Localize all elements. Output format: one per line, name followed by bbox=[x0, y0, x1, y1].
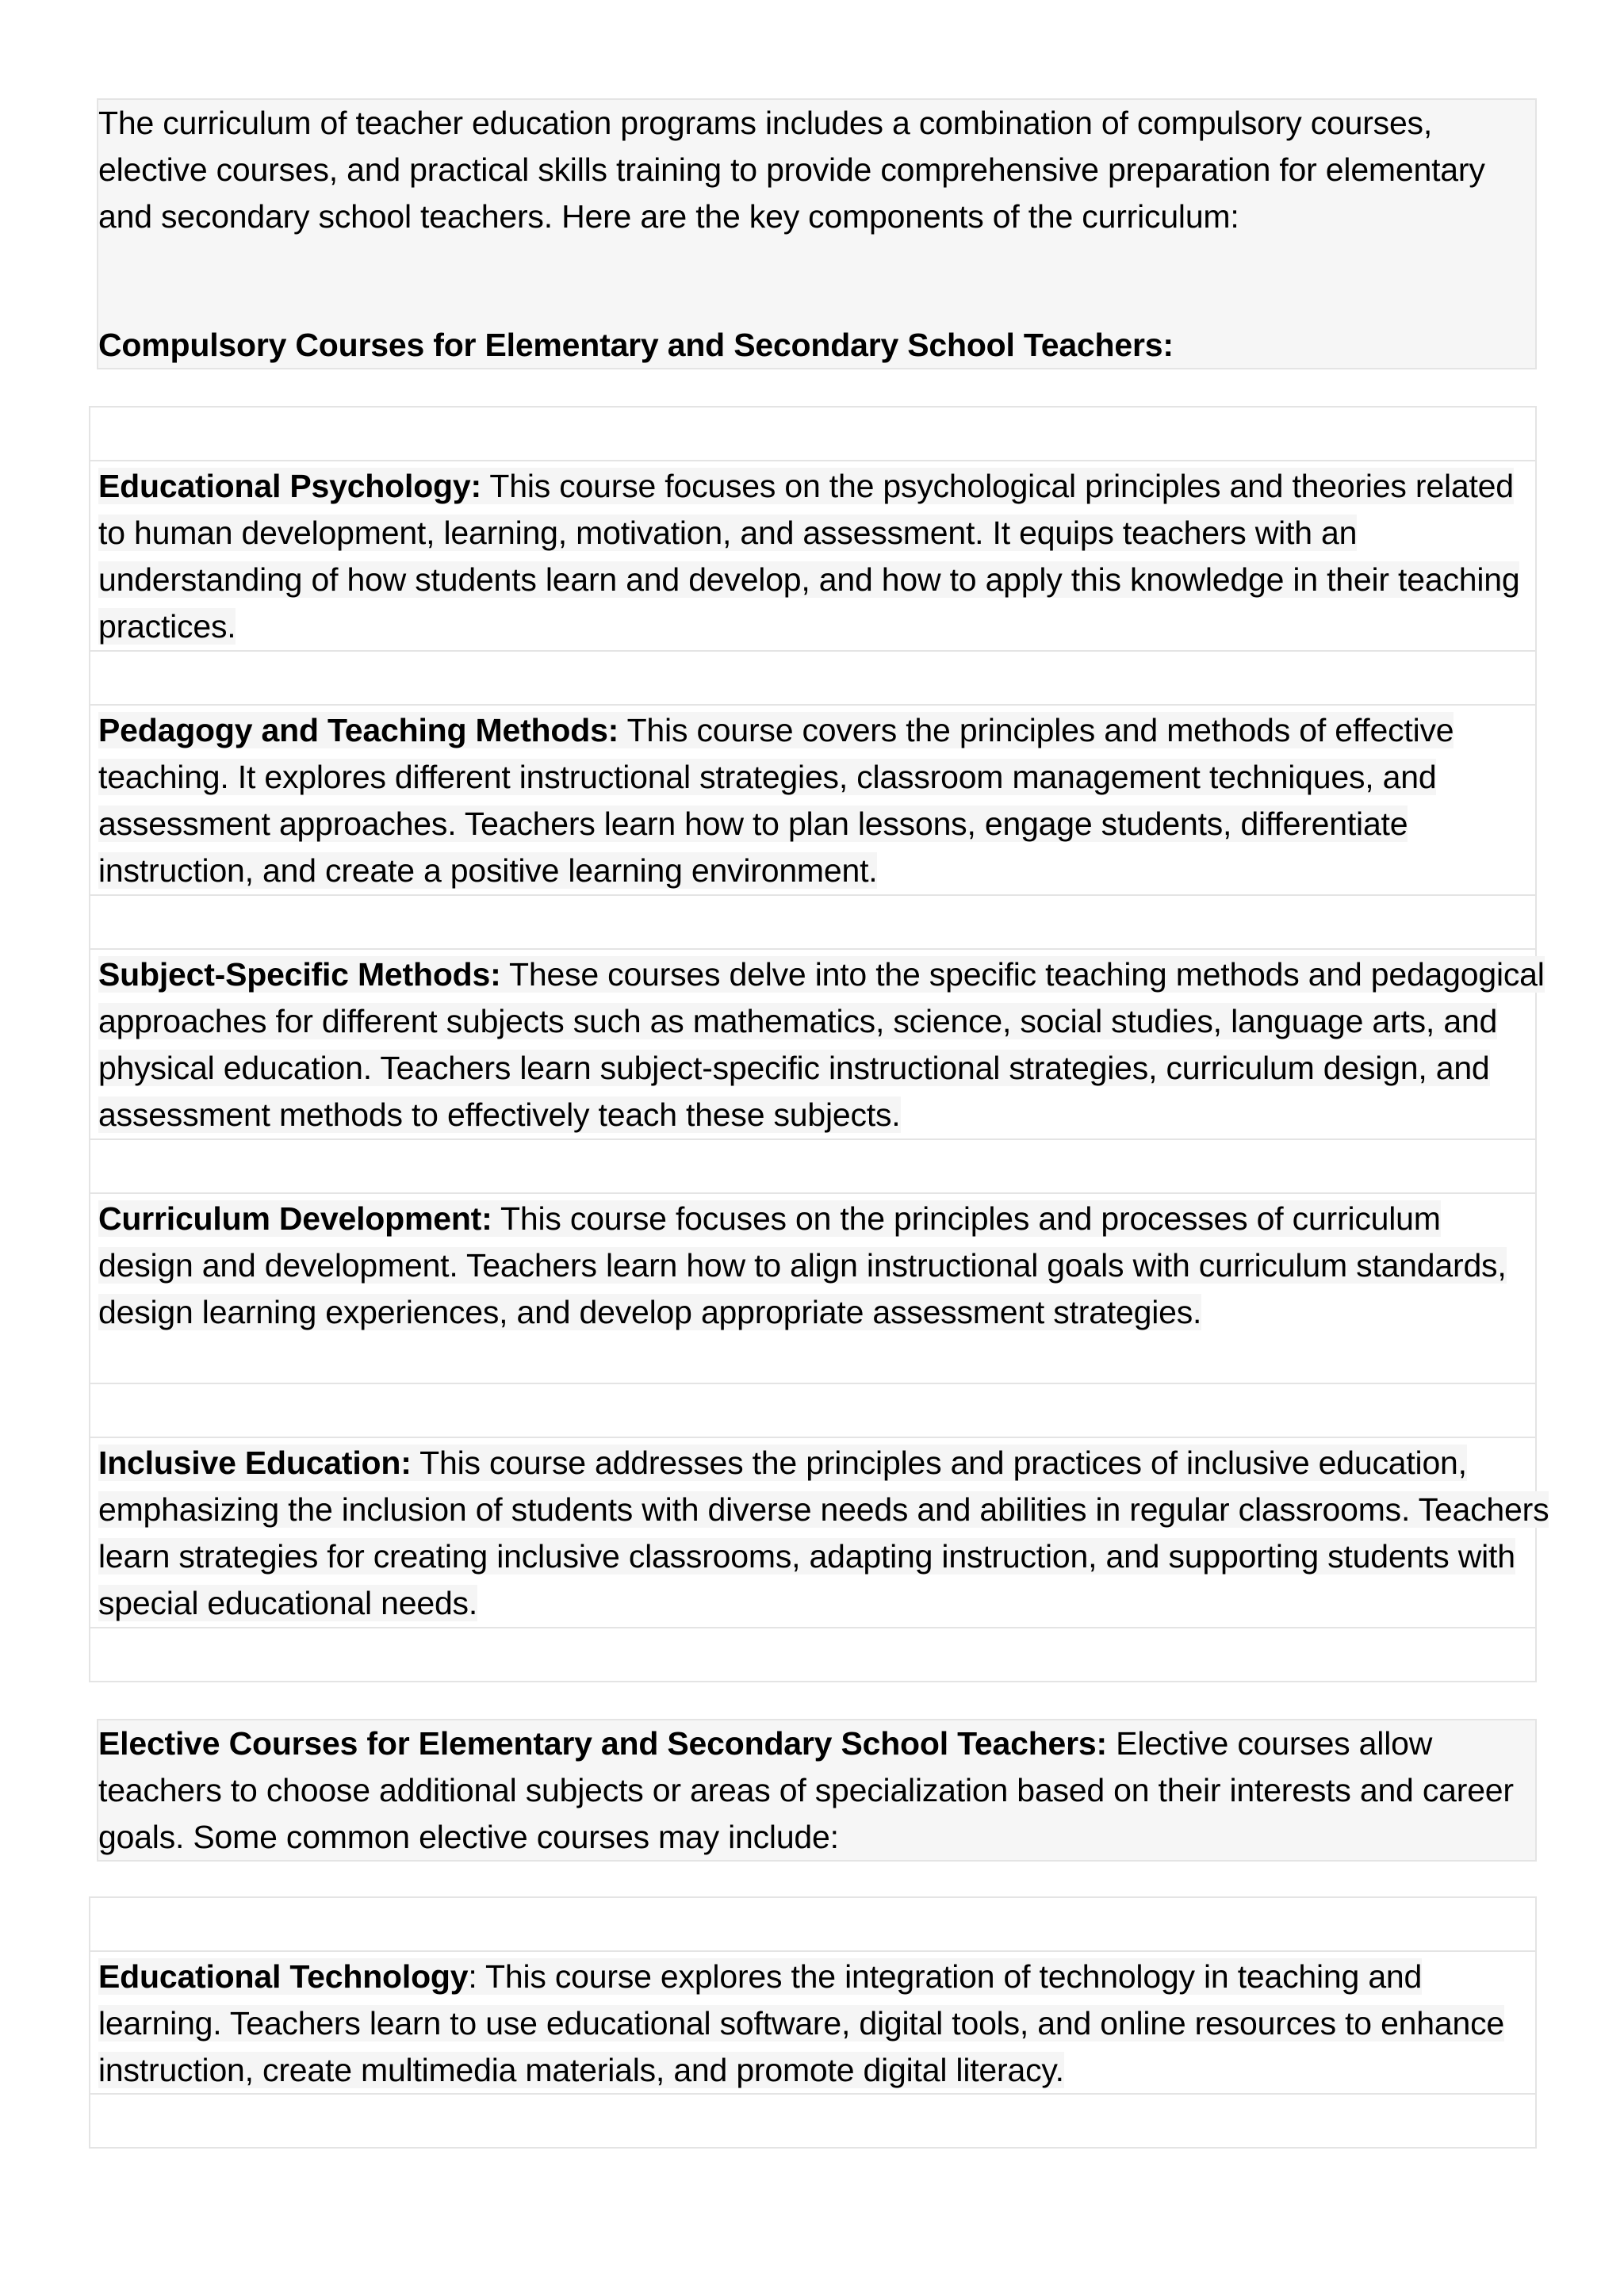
spacer-block bbox=[89, 650, 1537, 706]
course-curriculum-development bbox=[98, 1196, 1526, 1336]
course-title: Educational Psychology: bbox=[98, 468, 481, 504]
elective-description: Elective courses allow teachers to choose additional subjects or areas of specialization based on their interests and career goals. Some common elective courses may include: bbox=[98, 1725, 1514, 1855]
course-educational-technology bbox=[98, 1954, 1549, 2094]
course-pedagogy bbox=[98, 707, 1526, 894]
course-description: This course focuses on the psychological principles and theories related to human development, learning, motivation, and assessment. It equips teachers with an understanding of how students learn and develop, and how to apply this knowledge in their teaching practices. bbox=[98, 468, 1520, 645]
spacer-block bbox=[89, 1627, 1537, 1682]
elective-heading: Elective Courses for Elementary and Secondary School Teachers: bbox=[98, 1725, 1107, 1762]
spacer-block bbox=[89, 1383, 1537, 1438]
compulsory-heading bbox=[98, 322, 1549, 369]
course-title: Curriculum Development: bbox=[98, 1200, 492, 1237]
spacer-block bbox=[89, 894, 1537, 950]
course-title: Subject-Specific Methods: bbox=[98, 956, 501, 993]
spacer-block bbox=[89, 2093, 1537, 2149]
course-description: This course focuses on the principles and processes of curriculum design and development. Teachers learn how to align instructional goals with curriculum standards, design learning experiences, and develop appropriate assessment strategies. bbox=[98, 1200, 1507, 1330]
course-title: Inclusive Education: bbox=[98, 1445, 412, 1481]
course-subject-specific bbox=[98, 951, 1557, 1138]
course-description: These courses delve into the specific teaching methods and pedagogical approaches for different subjects such as mathematics, science, social studies, language arts, and physical education. Teachers learn subject-specific instructional strategies, curriculum design, and assessment methods to effectively teach these subjects. bbox=[98, 956, 1545, 1133]
course-description: This course covers the principles and methods of effective teaching. It explores different instructional strategies, classroom management techniques, and assessment approaches. Teachers learn how to plan lessons, engage students, differentiate instruction, and create a positive learning environment. bbox=[98, 712, 1454, 889]
course-educational-psychology bbox=[98, 463, 1540, 650]
spacer-block bbox=[89, 1138, 1537, 1194]
intro-paragraph bbox=[98, 100, 1540, 240]
course-title: Educational Technology bbox=[98, 1958, 469, 1995]
elective-paragraph bbox=[98, 1720, 1535, 1861]
course-title: Pedagogy and Teaching Methods: bbox=[98, 712, 619, 748]
course-description: This course addresses the principles and practices of inclusive education, emphasizing the inclusion of students with diverse needs and abilities in regular classrooms. Teachers learn strategies for creating inclusive classrooms, adapting instruction, and supporting students with special educational needs. bbox=[98, 1445, 1549, 1621]
intro-text: The curriculum of teacher education programs includes a combination of compulsory courses, elective courses, and practical skills training to provide comprehensive preparation for elementary and secondary school teachers. Here are the key components of the curriculum: bbox=[98, 105, 1485, 235]
compulsory-heading-text: Compulsory Courses for Elementary and Secondary School Teachers: bbox=[98, 327, 1174, 363]
spacer-block bbox=[89, 1896, 1537, 1952]
course-description: : This course explores the integration of technology in teaching and learning. Teachers learn to use educational software, digital tools, and online resources to enhance instruction, create multimedia materials, and promote digital literacy. bbox=[98, 1958, 1504, 2088]
spacer-block bbox=[89, 406, 1537, 461]
course-inclusive-education bbox=[98, 1440, 1573, 1627]
